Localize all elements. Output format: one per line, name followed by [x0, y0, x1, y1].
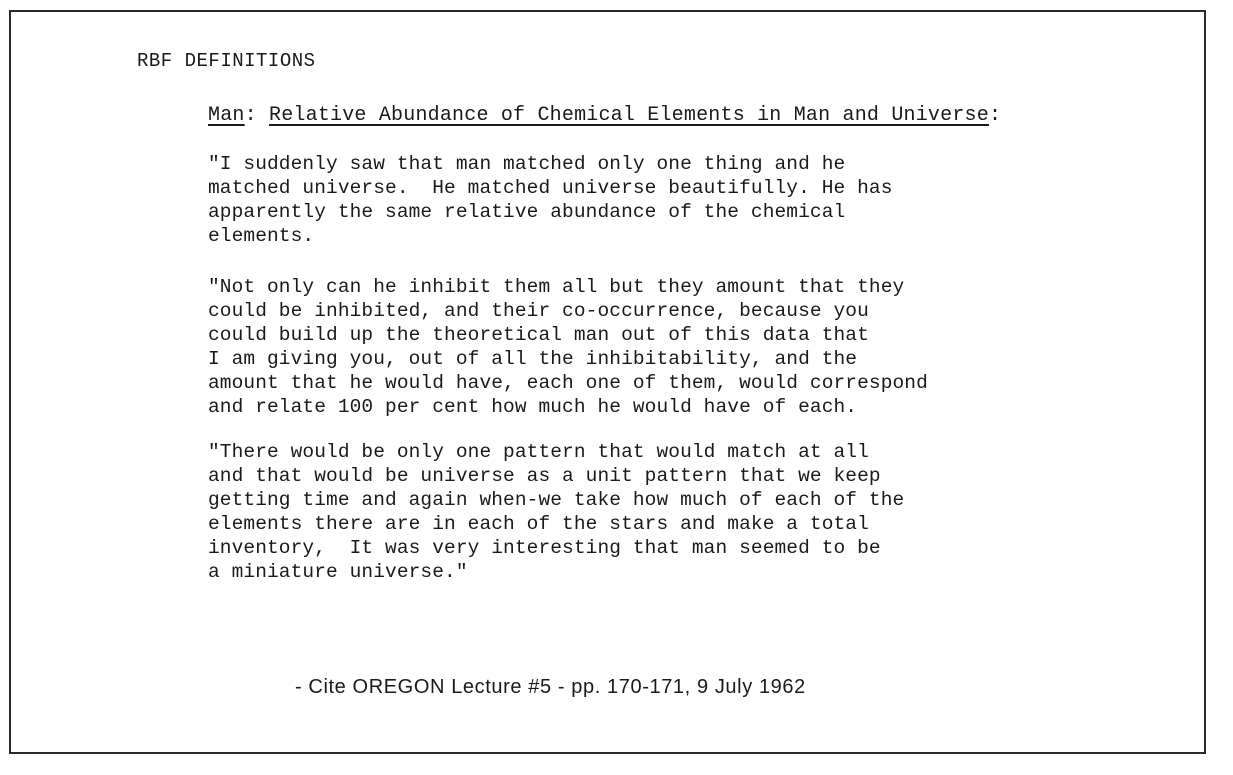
quote-line: elements. — [208, 225, 315, 247]
quote-line: could be inhibited, and their co-occurrence, because you — [208, 300, 869, 322]
document-header: RBF DEFINITIONS — [137, 50, 316, 72]
quote-line: "There would be only one pattern that would match at all — [208, 441, 869, 463]
quote-line: a miniature universe." — [208, 561, 468, 583]
citation: - Cite OREGON Lecture #5 - pp. 170-171, 9 July 1962 — [295, 676, 806, 698]
definition-term: Man — [208, 104, 245, 127]
quote-line: and relate 100 per cent how much he would have of each. — [208, 396, 858, 418]
term-separator: : — [244, 104, 270, 127]
quote-paragraph-3 — [208, 440, 904, 584]
title-trailing-colon: : — [988, 104, 1002, 127]
quote-line: matched universe. He matched universe beautifully. He has — [208, 177, 893, 199]
quote-line: could build up the theoretical man out of this data that — [208, 324, 869, 346]
definition-subheading — [208, 104, 1001, 127]
definition-title: Relative Abundance of Chemical Elements in Man and Universe — [269, 104, 989, 127]
quote-line: I am giving you, out of all the inhibitability, and the — [208, 348, 858, 370]
quote-paragraph-2 — [208, 275, 928, 419]
quote-line: apparently the same relative abundance of the chemical — [208, 201, 846, 223]
quote-line: amount that he would have, each one of them, would correspond — [208, 372, 928, 394]
quote-line: and that would be universe as a unit pattern that we keep — [208, 465, 881, 487]
quote-line: "I suddenly saw that man matched only one thing and he — [208, 153, 846, 175]
quote-line: getting time and again when-we take how much of each of the — [208, 489, 905, 511]
quote-line: elements there are in each of the stars and make a total — [208, 513, 869, 535]
quote-line: "Not only can he inhibit them all but they amount that they — [208, 276, 905, 298]
quote-line: inventory, It was very interesting that man seemed to be — [208, 537, 881, 559]
quote-paragraph-1 — [208, 152, 893, 248]
